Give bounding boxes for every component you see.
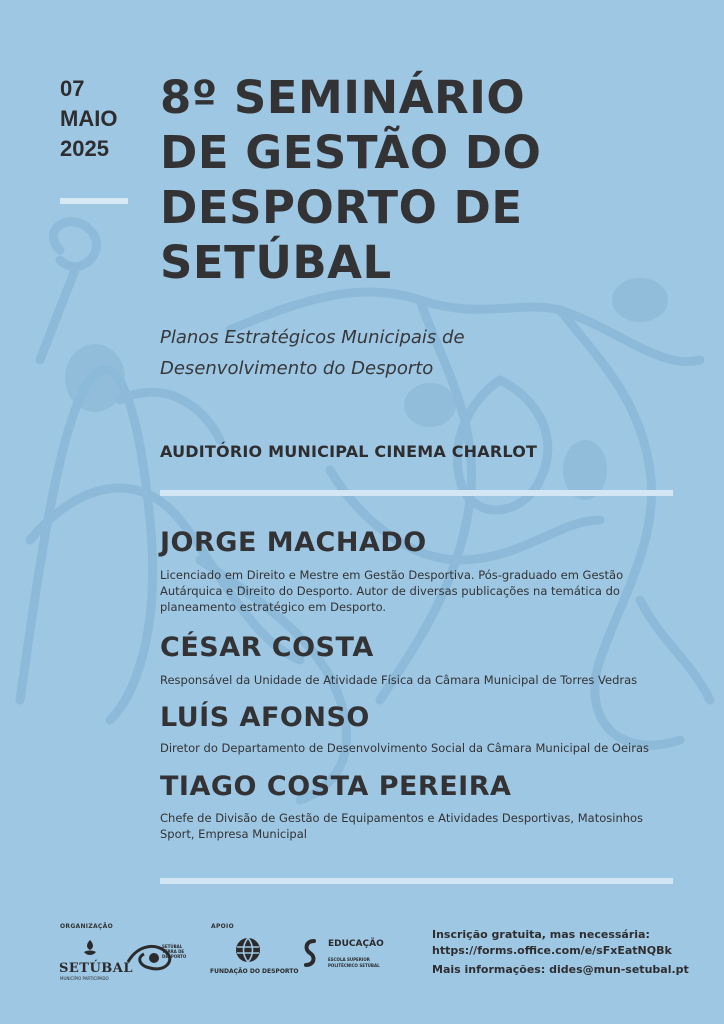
page-title [160,70,541,290]
section-divider-top [160,490,673,496]
logo-educacao: EDUCAÇÃO [328,939,384,949]
inscricao-text: Inscrição gratuita, mas necessária: [432,928,650,941]
logo-escola-line: POLITÉCNICO SETÚBAL [328,963,380,968]
title-line: DE GESTÃO DO [160,126,542,179]
page-subtitle [160,322,465,384]
venue: AUDITÓRIO MUNICIPAL CINEMA CHARLOT [160,442,538,461]
date-year: 2025 [60,136,109,161]
speaker-bio [160,672,680,688]
apoio-label: APOIO [211,923,234,930]
speaker-bio-line: Responsável da Unidade de Atividade Física da Câmara Municipal de Torres Vedras [160,673,638,687]
speaker-name: JORGE MACHADO [160,527,427,558]
speaker-bio-line: Diretor do Departamento de Desenvolvimento Social da Câmara Municipal de Oeiras [160,741,650,755]
contact-info[interactable]: Mais informações: dides@mun-setubal.pt [432,963,689,976]
event-date [60,74,117,164]
organizacao-label: ORGANIZAÇÃO [60,923,113,930]
title-line: DESPORTO DE [160,181,523,234]
speaker-name: TIAGO COSTA PEREIRA [160,771,512,802]
logo-setubal-sub: MUNICÍPIO PARTICIPADO [60,976,109,981]
setubal-crest-icon [78,938,102,962]
date-divider [60,198,128,204]
speaker-bio-line: Autárquica e Direito do Desporto. Autor de diversas publicações na temática do [160,584,620,598]
speaker-bio [160,567,680,615]
educacao-logo-icon [300,937,320,969]
registration-link[interactable]: https://forms.office.com/e/sFxEatNQBk [432,944,672,957]
speaker-name: LUÍS AFONSO [160,702,370,733]
speaker-bio-line: Chefe de Divisão de Gestão de Equipamentos e Atividades Desportivas, Matosinhos [160,811,644,825]
logo-setubal-sports: SETÚBAL TERRA DE DESPORTO [162,944,187,959]
speaker-bio [160,740,680,756]
date-month: MAIO [60,106,118,131]
speaker-bio-line: Licenciado em Direito e Mestre em Gestão Desportiva. Pós-graduado em Gestão [160,568,624,582]
subtitle-line: Desenvolvimento do Desporto [160,358,434,379]
speaker-name: CÉSAR COSTA [160,632,374,663]
title-line: 8º SEMINÁRIO [160,71,526,124]
date-day: 07 [60,76,85,101]
speaker-bio-line: Sport, Empresa Municipal [160,827,307,841]
speaker-bio-line: planeamento estratégico em Desporto. [160,600,387,614]
section-divider-bottom [160,878,673,884]
fundacao-desporto-globe-icon [235,937,261,963]
logo-escola-line: ESCOLA SUPERIOR [328,957,370,962]
logo-fundacao: FUNDAÇÃO DO DESPORTO [210,968,299,975]
title-line: SETÚBAL [160,236,392,289]
subtitle-line: Planos Estratégicos Municipais de [160,327,465,348]
speaker-bio [160,810,680,842]
logo-setubal: SETÚBAL [59,961,134,976]
